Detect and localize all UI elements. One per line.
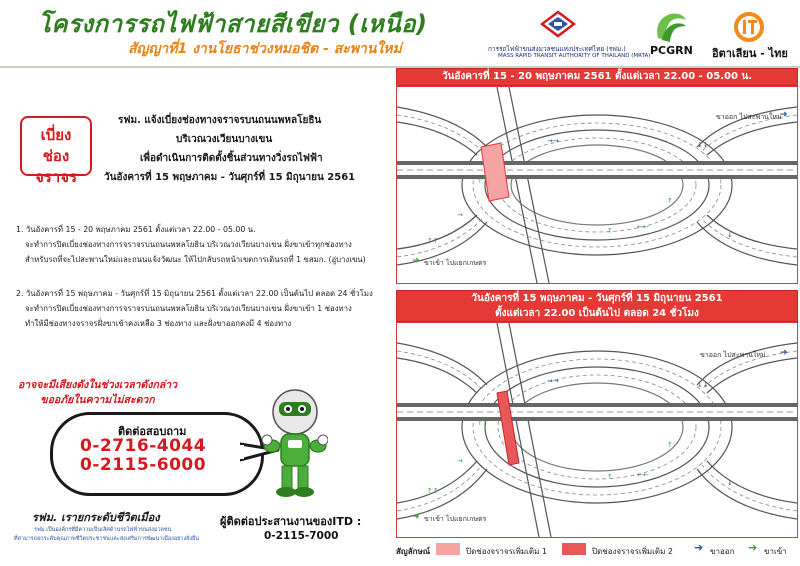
svg-text:→: → bbox=[457, 457, 463, 465]
item-2 bbox=[16, 286, 392, 331]
item-1-line1: 1. วันอังคารที่ 15 - 20 พฤษภาคม 2561 ตั้งแต่เวลา 22.00 - 05.00 น. bbox=[16, 225, 256, 234]
svg-text:←←: ←← bbox=[637, 471, 649, 479]
legend-swatch-1 bbox=[436, 543, 460, 555]
badge-line2: ช่องจราจร bbox=[34, 147, 78, 186]
svg-text:↑↑: ↑↑ bbox=[477, 177, 489, 185]
map2-banner bbox=[396, 290, 798, 322]
mascot-icon bbox=[262, 388, 328, 504]
svg-text:↓↓: ↓↓ bbox=[697, 141, 709, 149]
map2-outbound-arrow-icon: ➜ bbox=[780, 348, 788, 358]
legend bbox=[396, 540, 798, 562]
legend-outbound-arrow-icon: ➜ bbox=[694, 541, 704, 554]
contact-label: ติดต่อสอบถาม bbox=[118, 425, 187, 438]
notice-line1: อาจจะมีเสียงดังในช่วงเวลาดังกล่าว bbox=[18, 379, 178, 391]
legend-item-2: ปิดช่องจราจรเพิ่มเติม 2 bbox=[592, 547, 673, 556]
svg-text:↑: ↑ bbox=[667, 197, 673, 205]
noise-notice bbox=[18, 378, 177, 408]
svg-text:↑↑: ↑↑ bbox=[427, 237, 439, 245]
legend-swatch-2 bbox=[562, 543, 586, 555]
svg-text:→: → bbox=[457, 211, 463, 219]
mrta-logo-icon bbox=[540, 10, 576, 38]
announcement-line1: รฟม. แจ้งเบี่ยงช่องทางจราจรบนถนนพหลโยธิน bbox=[118, 115, 322, 126]
mrta-name-en: MASS RAPID TRANSIT AUTHORITY OF THAILAND (MRTA) bbox=[498, 53, 651, 59]
item-2-line1: 2. วันอังคารที่ 15 พฤษภาคม - วันศุกร์ที่ 15 มิถุนายน 2561 ตั้งแต่เวลา 22.00 เป็นต้นไป ตลอด 24 ชั่วโมง bbox=[16, 289, 373, 298]
badge-line1: เบี่ยง bbox=[40, 126, 72, 144]
slogan-sub-2: ที่สามารถยกระดับคุณภาพชีวิตประชาชนและส่งเสริมการพัฒนาเมืองอย่างยั่งยืน bbox=[14, 536, 200, 542]
svg-text:↓↓: ↓↓ bbox=[697, 381, 709, 389]
map2-label-inbound: ขาเข้า ไปแยกเกษตร bbox=[424, 515, 487, 523]
legend-inbound-arrow-icon: ➜ bbox=[748, 541, 758, 554]
map2-inbound-arrow-icon: ➜ bbox=[412, 512, 420, 522]
map2-banner-line2: ตั้งแต่เวลา 22.00 เป็นต้นไป ตลอด 24 ชั่วโมง bbox=[495, 308, 699, 319]
announcement-line2: บริเวณวงเวียนบางเขน bbox=[176, 134, 273, 145]
slogan: รฟม. เรายกระดับชีวิตเมือง bbox=[32, 511, 160, 524]
announcement-line4: วันอังคารที่ 15 พฤษภาคม - วันศุกร์ที่ 15 มิถุนายน 2561 bbox=[104, 172, 356, 183]
contact-phone-2[interactable]: 0-2115-6000 bbox=[80, 455, 207, 475]
legend-item-1: ปิดช่องจราจรเพิ่มเติม 1 bbox=[466, 547, 547, 556]
itd-label: อิตาเลียน - ไทย bbox=[712, 47, 788, 60]
item-1 bbox=[16, 222, 392, 267]
itd-contact-label: ผู้ติดต่อประสานงานของITD : bbox=[220, 515, 362, 528]
svg-text:→→: →→ bbox=[547, 377, 559, 385]
itd-logo-icon bbox=[732, 10, 766, 44]
svg-text:→→: →→ bbox=[547, 137, 559, 145]
svg-text:↑: ↑ bbox=[607, 473, 613, 481]
legend-outbound: ขาออก bbox=[710, 547, 735, 556]
map2-banner-line1: วันอังคารที่ 15 พฤษภาคม - วันศุกร์ที่ 15 มิถุนายน 2561 bbox=[471, 293, 723, 304]
svg-text:↑↑: ↑↑ bbox=[427, 487, 439, 495]
map1-inbound-arrow-icon: ➜ bbox=[412, 256, 420, 266]
svg-text:←←: ←← bbox=[637, 223, 649, 231]
item-2-line2: จะทำการปิดเบี่ยงช่องทางการจราจรบนถนนพหลโยธิน บริเวณวงเวียนบางเขน ฝั่งขาเข้า 1 ช่องทาง bbox=[25, 304, 352, 313]
map1-label-inbound: ขาเข้า ไปแยกเกษตร bbox=[424, 259, 487, 267]
legend-inbound: ขาเข้า bbox=[764, 547, 787, 556]
announcement-line3: เพื่อดำเนินการติดตั้งชิ้นส่วนทางวิ่งรถไฟฟ้า bbox=[140, 153, 323, 164]
svg-text:↑: ↑ bbox=[667, 441, 673, 449]
svg-text:↓: ↓ bbox=[727, 231, 733, 239]
legend-title: สัญลักษณ์ bbox=[396, 547, 431, 556]
page-title: โครงการรถไฟฟ้าสายสีเขียว (เหนือ) bbox=[38, 10, 428, 38]
mrta-name-th: การรถไฟฟ้าขนส่งมวลชนแห่งประเทศไทย (รฟม.) bbox=[488, 45, 626, 53]
notice-line2: ขออภัยในความไม่สะดวก bbox=[40, 394, 155, 406]
slogan-sub-1: รฟม.เป็นองค์กรที่มีความเป็นเลิศด้านรถไฟฟ้าขนส่งมวลชน bbox=[34, 527, 172, 533]
map1-banner: วันอังคารที่ 15 - 20 พฤษภาคม 2561 ตั้งแต่เวลา 22.00 - 05.00 น. bbox=[396, 68, 798, 86]
map1-outbound-arrow-icon: ➜ bbox=[780, 110, 788, 120]
pcgrn-label: PCGRN bbox=[650, 44, 693, 57]
itd-contact-phone[interactable]: 0-2115-7000 bbox=[264, 530, 339, 542]
item-1-line3: สำหรับรถที่จะไปสะพานใหม่และถนนแจ้งวัฒนะ ให้ไปกลับรถหน้าเขตการเดินรถที่ 1 ขสมก. (อู่บางเขน) bbox=[25, 255, 366, 264]
item-1-line2: จะทำการปิดเบี่ยงช่องทางการจราจรบนถนนพหลโยธิน บริเวณวงเวียนบางเขน ฝั่งขาเข้าทุกช่องทาง bbox=[25, 240, 352, 249]
svg-text:↑: ↑ bbox=[607, 227, 613, 235]
contact-phone-1[interactable]: 0-2716-4044 bbox=[80, 436, 207, 456]
svg-text:↑↑: ↑↑ bbox=[477, 419, 489, 427]
item-2-line3: ทำให้มีช่องทางจราจรฝั่งขาเข้าคงเหลือ 3 ช่องทาง และฝั่งขาออกคงมี 4 ช่องทาง bbox=[25, 319, 292, 328]
map2-label-outbound: ขาออก ไปสะพานใหม่ bbox=[700, 351, 766, 359]
map1-label-outbound: ขาออก ไปสะพานใหม่ bbox=[716, 113, 782, 121]
page-subtitle: สัญญาที่1 งานโยธาช่วงหมอชิต - สะพานใหม่ bbox=[128, 41, 402, 57]
svg-text:↓: ↓ bbox=[727, 479, 733, 487]
pcgrn-logo-icon bbox=[652, 10, 688, 44]
detour-badge bbox=[20, 116, 92, 186]
